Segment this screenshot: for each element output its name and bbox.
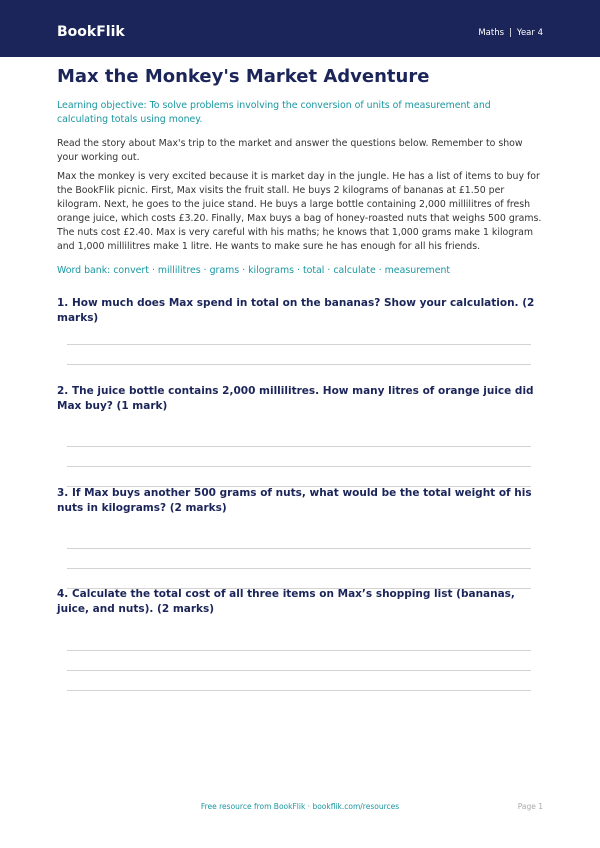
answer-line[interactable] <box>67 670 531 671</box>
footer-resource-link[interactable]: Free resource from BookFlik · bookflik.com/resources <box>200 802 400 811</box>
question-4: 4. Calculate the total cost of all three items on Max’s shopping list (bananas, juice, and nuts). (2 marks) <box>57 588 515 615</box>
page-number: Page 1 <box>517 802 543 811</box>
worksheet-title: Max the Monkey's Market Adventure <box>57 66 430 87</box>
brand-logo: BookFlik <box>57 24 125 40</box>
question-1: 1. How much does Max spend in total on the bananas? Show your calculation. (2 marks) <box>57 297 535 324</box>
year-label: Year 4 <box>516 28 543 38</box>
page-header <box>0 0 600 57</box>
instructions: Read the story about Max's trip to the market and answer the questions below. Remember to show your working out. <box>57 138 523 163</box>
learning-objective: Learning objective: To solve problems involving the conversion of units of measurement and calculating totals using money. <box>57 100 491 125</box>
answer-line[interactable] <box>67 446 531 447</box>
answer-line[interactable] <box>67 650 531 651</box>
answer-line[interactable] <box>67 344 531 345</box>
answer-line[interactable] <box>67 568 531 569</box>
question-2: 2. The juice bottle contains 2,000 millilitres. How many litres of orange juice did Max buy? (1 mark) <box>57 385 534 412</box>
header-meta <box>478 27 543 39</box>
subject-label: Maths <box>478 28 505 38</box>
answer-line[interactable] <box>67 548 531 549</box>
answer-line[interactable] <box>67 364 531 365</box>
story-paragraph: Max the monkey is very excited because it is market day in the jungle. He has a list of items to buy for the BookFlik picnic. First, Max visits the fruit stall. He buys 2 kilograms of bananas at £1.50 per kilogram. Next, he goes to the juice stand. He buys a large bottle containing 2,000 millilitres of fresh orange juice, which costs £3.20. Finally, Max buys a bag of honey-roasted nuts that weighs 500 grams. The nuts cost £2.40. Max is very careful with his maths; he knows that 1,000 grams make 1 kilogram and 1,000 millilitres make 1 litre. He wants to make sure he has enough for all his friends. <box>57 171 542 252</box>
question-3: 3. If Max buys another 500 grams of nuts, what would be the total weight of his nuts in kilograms? (2 marks) <box>57 487 532 514</box>
answer-line[interactable] <box>67 690 531 691</box>
meta-separator: | <box>509 28 512 38</box>
word-bank: Word bank: convert · millilitres · grams · kilograms · total · calculate · measurement <box>57 265 451 276</box>
answer-line[interactable] <box>67 466 531 467</box>
